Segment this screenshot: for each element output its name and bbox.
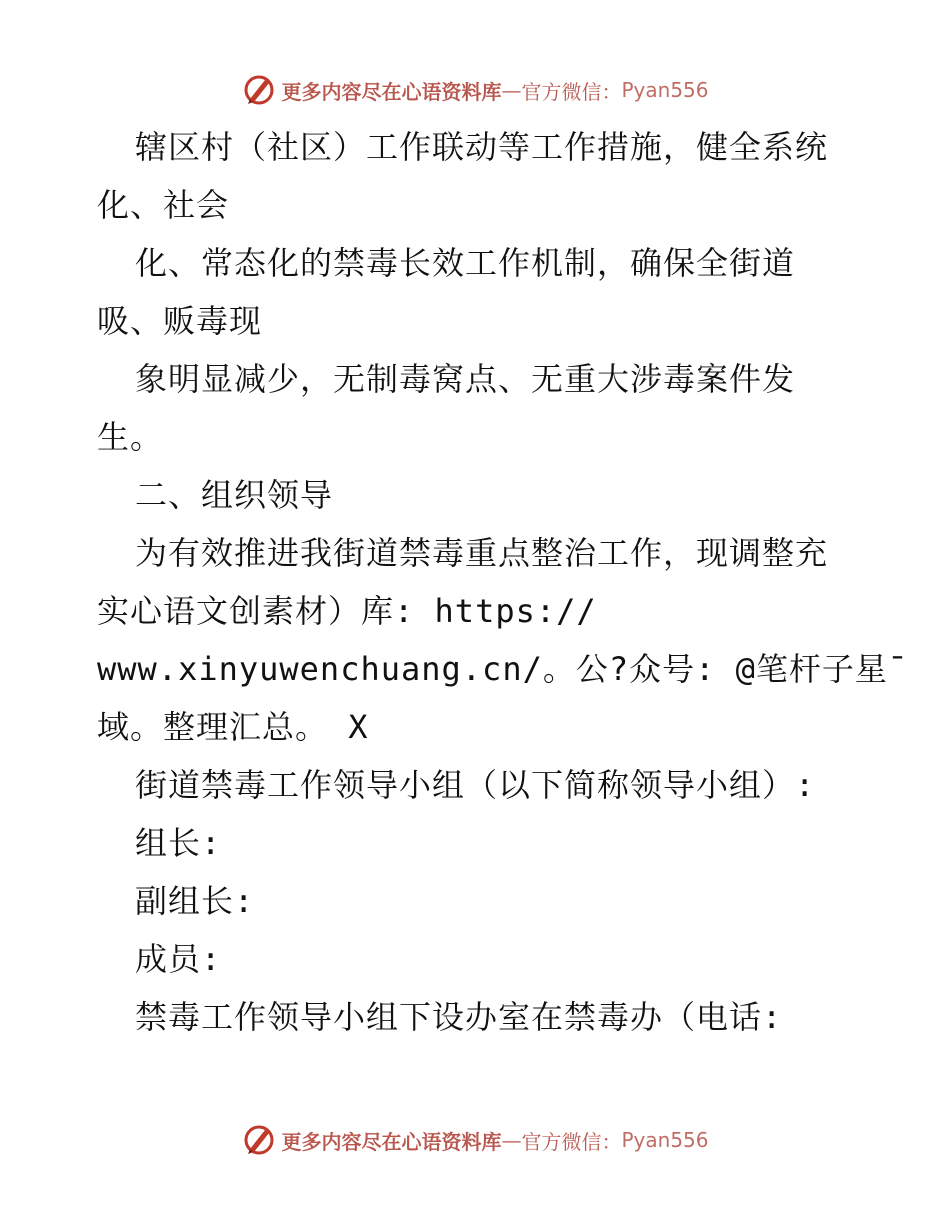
pen-logo-icon: [241, 72, 277, 108]
header-brand: 更多内容尽在心语资料库: [281, 79, 502, 104]
footer-contact-value: Pyan556: [621, 1128, 709, 1152]
text-line: 为有效推进我街道禁毒重点整治工作，现调整充: [135, 534, 829, 572]
header-contact-value: Pyan556: [621, 78, 709, 102]
text-line: www.xinyuwenchuang.cn/。公?众号: @笔杆子星¯: [97, 650, 909, 688]
text-line: 禁毒工作领导小组下设办室在禁毒办（电话:: [135, 998, 783, 1036]
footer-contact-label: 官方微信：: [521, 1129, 622, 1154]
header-contact-label: 官方微信：: [521, 79, 622, 104]
text-line: 生。: [97, 418, 164, 456]
footer-separator: —: [501, 1128, 522, 1152]
text-line: 街道禁毒工作领导小组（以下简称领导小组）:: [135, 766, 816, 804]
text-line: 实心语文创素材）库: https://: [97, 592, 597, 630]
text-line: 化、社会: [97, 186, 230, 224]
header-separator: —: [501, 78, 522, 102]
footer-brand: 更多内容尽在心语资料库: [281, 1129, 502, 1154]
header-banner: [0, 70, 950, 110]
text-line: 化、常态化的禁毒长效工作机制，确保全街道: [135, 244, 796, 282]
text-line: 辖区村（社区）工作联动等工作措施，健全系统: [135, 128, 829, 166]
pen-logo-icon: [241, 1122, 277, 1158]
text-line: 吸、贩毒现: [97, 302, 263, 340]
text-line: 成员:: [135, 940, 222, 978]
text-line: 域。整理汇总。 X: [97, 708, 369, 746]
document-body: [97, 118, 909, 1046]
footer-banner: [0, 1120, 950, 1160]
text-line: 副组长:: [135, 882, 255, 920]
text-line: 象明显减少，无制毒窝点、无重大涉毒案件发: [135, 360, 796, 398]
text-line: 组长:: [135, 824, 222, 862]
text-line: 二、组织领导: [135, 476, 334, 514]
